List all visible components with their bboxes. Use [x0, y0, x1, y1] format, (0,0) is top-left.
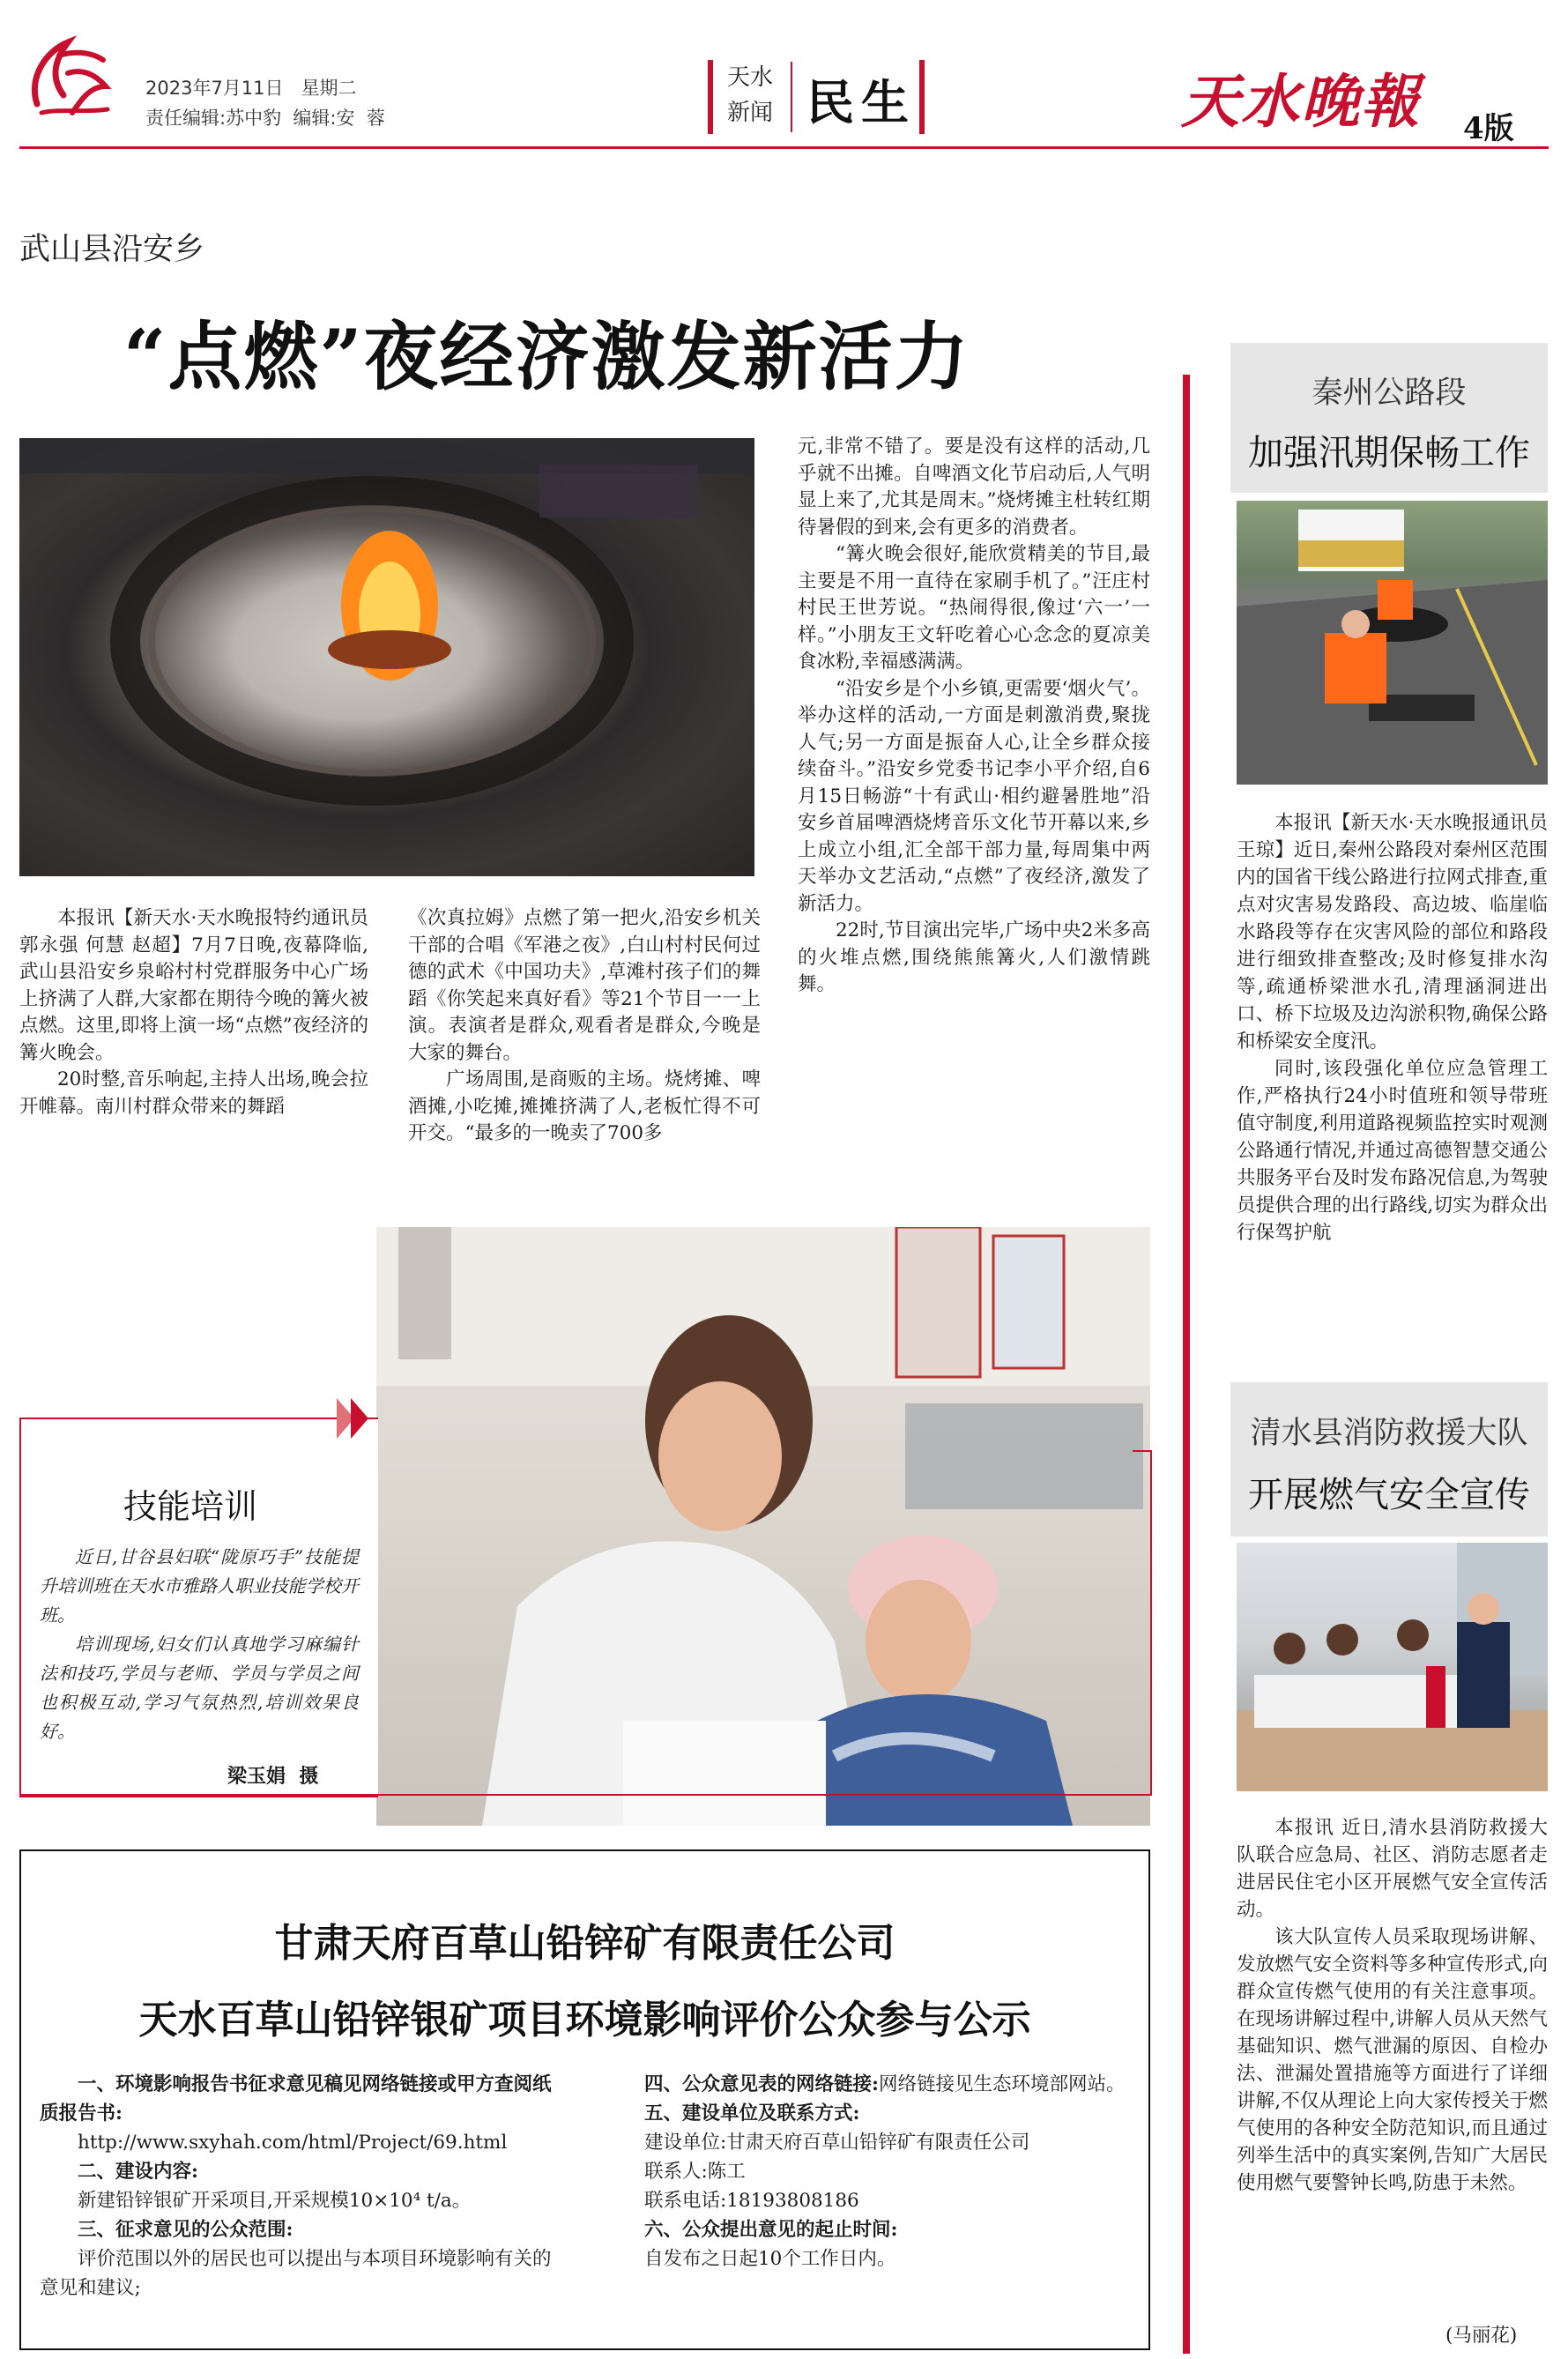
side1-headline: 加强汛期保畅工作 — [1248, 433, 1530, 473]
side2-para: 该大队宣传人员采取现场讲解、发放燃气安全资料等多种宣传形式,向群众宣传燃气使用的有关注意事项。在现场讲解过程中,讲解人员从天然气基础知识、燃气泄漏的原因、自检办法、泄漏处置措施等方面进行了详细讲解,不仅从理论上向大家传授关于燃气使用的各种安全防范知识,而且通过列举生活中的真实案例,告知广大居民使用燃气要警钟长鸣,防患于未然。 — [1237, 1926, 1548, 2194]
main-col1-para: 本报讯【新天水·天水晚报特约通讯员郭永强 何慧 赵超】7月7日晚,夜幕降临,武山县沿安乡泉峪村村党群服务中心广场上挤满了人群,大家都在期待今晚的篝火被点燃。这里,即将上演一场“点燃”夜经济的篝火晚会。 — [19, 907, 368, 1064]
notice-item: 评价范围以外的居民也可以提出与本项目环境影响有关的意见和建议; — [40, 2248, 552, 2299]
issue-date-line — [145, 74, 357, 100]
section-bar-right — [919, 60, 925, 134]
section-label — [727, 60, 773, 130]
main-story-col1 — [19, 905, 368, 1120]
notice-title1: 甘肃天府百草山铅锌矿有限责任公司 — [274, 1921, 895, 1966]
skills-credit: 梁玉娟 摄 — [227, 1765, 319, 1788]
main-col2-para: 广场周围,是商贩的主场。烧烤摊、啤酒摊,小吃摊,摊摊挤满了人,老板忙得不可开交。“最多的一晚卖了700多 — [408, 1068, 761, 1144]
main-col2-para: 《次真拉姆》点燃了第一把火,沿安乡机关干部的合唱《军港之夜》,白山村村民何过德的武术《中国功夫》,草滩村孩子们的舞蹈《你笑起来真好看》等21个节目一一上演。表演者是群众,观看者是群众,今晚是大家的舞台。 — [408, 907, 761, 1064]
main-col3-para: 元,非常不错了。要是没有这样的活动,几乎就不出摊。自啤酒文化节启动后,人气明显上来了,尤其是周末。”烧烤摊主杜转红期待暑假的到来,会有更多的消费者。 — [798, 435, 1150, 539]
notice-item: 自发布之日起10个工作日内。 — [644, 2248, 896, 2270]
sidebar-rule — [1183, 375, 1190, 2354]
side1-text — [1237, 809, 1548, 1246]
main-col3-para: “篝火晚会很好,能欣赏精美的节目,最主要是不用一直待在家刷手机了。”汪庄村村民王世芳说。“热闹得很,像过‘六一’一样。”小朋友王文轩吃着心心念念的夏凉美食冰粉,幸福感满满。 — [798, 543, 1150, 673]
bonfire-photo — [19, 438, 754, 876]
side2-text — [1237, 1814, 1548, 2197]
skills-photo — [376, 1227, 1150, 1826]
skills-para: 培训现场,妇女们认真地学习麻编针法和技巧,学员与老师、学员与学员之间也积极互动,学习气氛热烈,培训效果良好。 — [40, 1633, 359, 1742]
section-divider — [791, 62, 792, 132]
skills-frame-bottom — [19, 1794, 1152, 1796]
side1-para: 本报讯【新天水·天水晚报通讯员王琼】近日,秦州公路段对秦州区范围内的国省干线公路进行拉网式排查,重点对灾害易发路段、高边坡、临崖临水路段等存在灾害风险的部位和路段进行细致排查整改;及时修复排水沟等,疏通桥梁泄水孔,清理涵洞进出口、桥下垃圾及边沟淤积物,确保公路和桥梁安全度汛。 — [1237, 812, 1548, 1053]
side2-kicker: 清水县消防救援大队 — [1250, 1416, 1528, 1451]
side1-para: 同时,该段强化单位应急管理工作,严格执行24小时值班和领导带班值守制度,利用道路视频监控实时观测公路通行情况,并通过高德智慧交通公共服务平台及时发布路况信息,为驾驶员提供合理的出行路线,切实为群众出行保驾护航 — [1237, 1058, 1548, 1244]
side1-kicker: 秦州公路段 — [1312, 376, 1467, 411]
skills-frame-right-top — [1133, 1450, 1152, 1452]
section-bottom: 新闻 — [727, 100, 774, 126]
main-headline: “点燃”夜经济激发新活力 — [123, 313, 970, 400]
page-number: 4版 — [1463, 111, 1514, 146]
notice-item: 四、公众意见表的网络链接:网络链接见生态环境部网站。 — [644, 2073, 1126, 2095]
notice-item: http://www.sxyhah.com/html/Project/69.html — [78, 2132, 508, 2154]
notice-item: 六、公众提出意见的起止时间: — [644, 2219, 898, 2241]
main-story-col2 — [408, 905, 761, 1148]
masthead-rule — [19, 146, 1549, 149]
side2-headline: 开展燃气安全宣传 — [1248, 1475, 1530, 1515]
main-col1-para: 20时整,音乐响起,主持人出场,晚会拉开帷幕。南川村群众带来的舞蹈 — [19, 1068, 368, 1118]
notice-item: 联系电话:18193808186 — [644, 2190, 859, 2212]
skills-arrow-icon — [335, 1396, 379, 1440]
notice-item: 联系人:陈工 — [644, 2161, 746, 2183]
notice-right-col — [606, 2070, 1135, 2273]
gas-safety-photo — [1237, 1543, 1548, 1791]
notice-item: 二、建设内容: — [78, 2161, 198, 2183]
main-story-col3 — [798, 434, 1150, 999]
issue-date: 2023年7月11日 — [145, 78, 284, 99]
notice-item: 新建铅锌银矿开采项目,开采规模10×10⁴ t/a。 — [78, 2190, 472, 2212]
notice-item: 五、建设单位及联系方式: — [644, 2102, 860, 2125]
notice-item: 建设单位:甘肃天府百草山铅锌矿有限责任公司 — [644, 2132, 1030, 2154]
skills-text — [40, 1543, 359, 1746]
side2-byline: (马丽花) — [1445, 2325, 1518, 2347]
main-col3-para: 22时,节目演出完毕,广场中央2米多高的火堆点燃,围绕熊熊篝火,人们激情跳舞。 — [798, 919, 1150, 995]
side2-para: 本报讯 近日,清水县消防救援大队联合应急局、社区、消防志愿者走进居民住宅小区开展燃气安全宣传活动。 — [1237, 1817, 1548, 1921]
road-repair-photo — [1237, 501, 1548, 785]
main-col3-para: “沿安乡是个小乡镇,更需要‘烟火气’。举办这样的活动,一方面是刺激消费,聚拢人气;另一方面是振奋人心,让全乡群众接续奋斗。”沿安乡党委书记李小平介绍,自6月15日畅游“十有武山·相约避暑胜地”沿安乡首届啤酒烧烤音乐文化节开幕以来,乡上成立小组,汇全部干部力量,每周集中两天举办文艺活动,“点燃”了夜经济,激发了新活力。 — [798, 677, 1150, 915]
notice-title2: 天水百草山铅锌银矿项目环境影响评价公众参与公示 — [138, 1998, 1031, 2043]
skills-title: 技能培训 — [123, 1487, 258, 1526]
skills-frame-right — [1150, 1450, 1152, 1794]
section-top: 天水 — [727, 64, 774, 91]
skills-para: 近日,甘谷县妇联“陇原巧手”技能提升培训班在天水市雅路人职业技能学校开班。 — [40, 1546, 359, 1626]
editors-line: 责任编辑:苏中豹 编辑:安 蓉 — [145, 108, 385, 129]
main-kicker: 武山县沿安乡 — [19, 232, 205, 267]
notice-item: 一、环境影响报告书征求意见稿见网络链接或甲方查阅纸质报告书: — [40, 2073, 552, 2125]
section-name: 民生 — [806, 75, 916, 130]
notice-left-col — [40, 2070, 568, 2303]
section-bar-left — [708, 60, 713, 134]
newspaper-name: 天水晚報 — [1181, 67, 1421, 136]
issue-weekday: 星期二 — [301, 78, 357, 99]
notice-item: 三、征求意见的公众范围: — [78, 2219, 294, 2241]
masthead-logo — [19, 25, 116, 122]
